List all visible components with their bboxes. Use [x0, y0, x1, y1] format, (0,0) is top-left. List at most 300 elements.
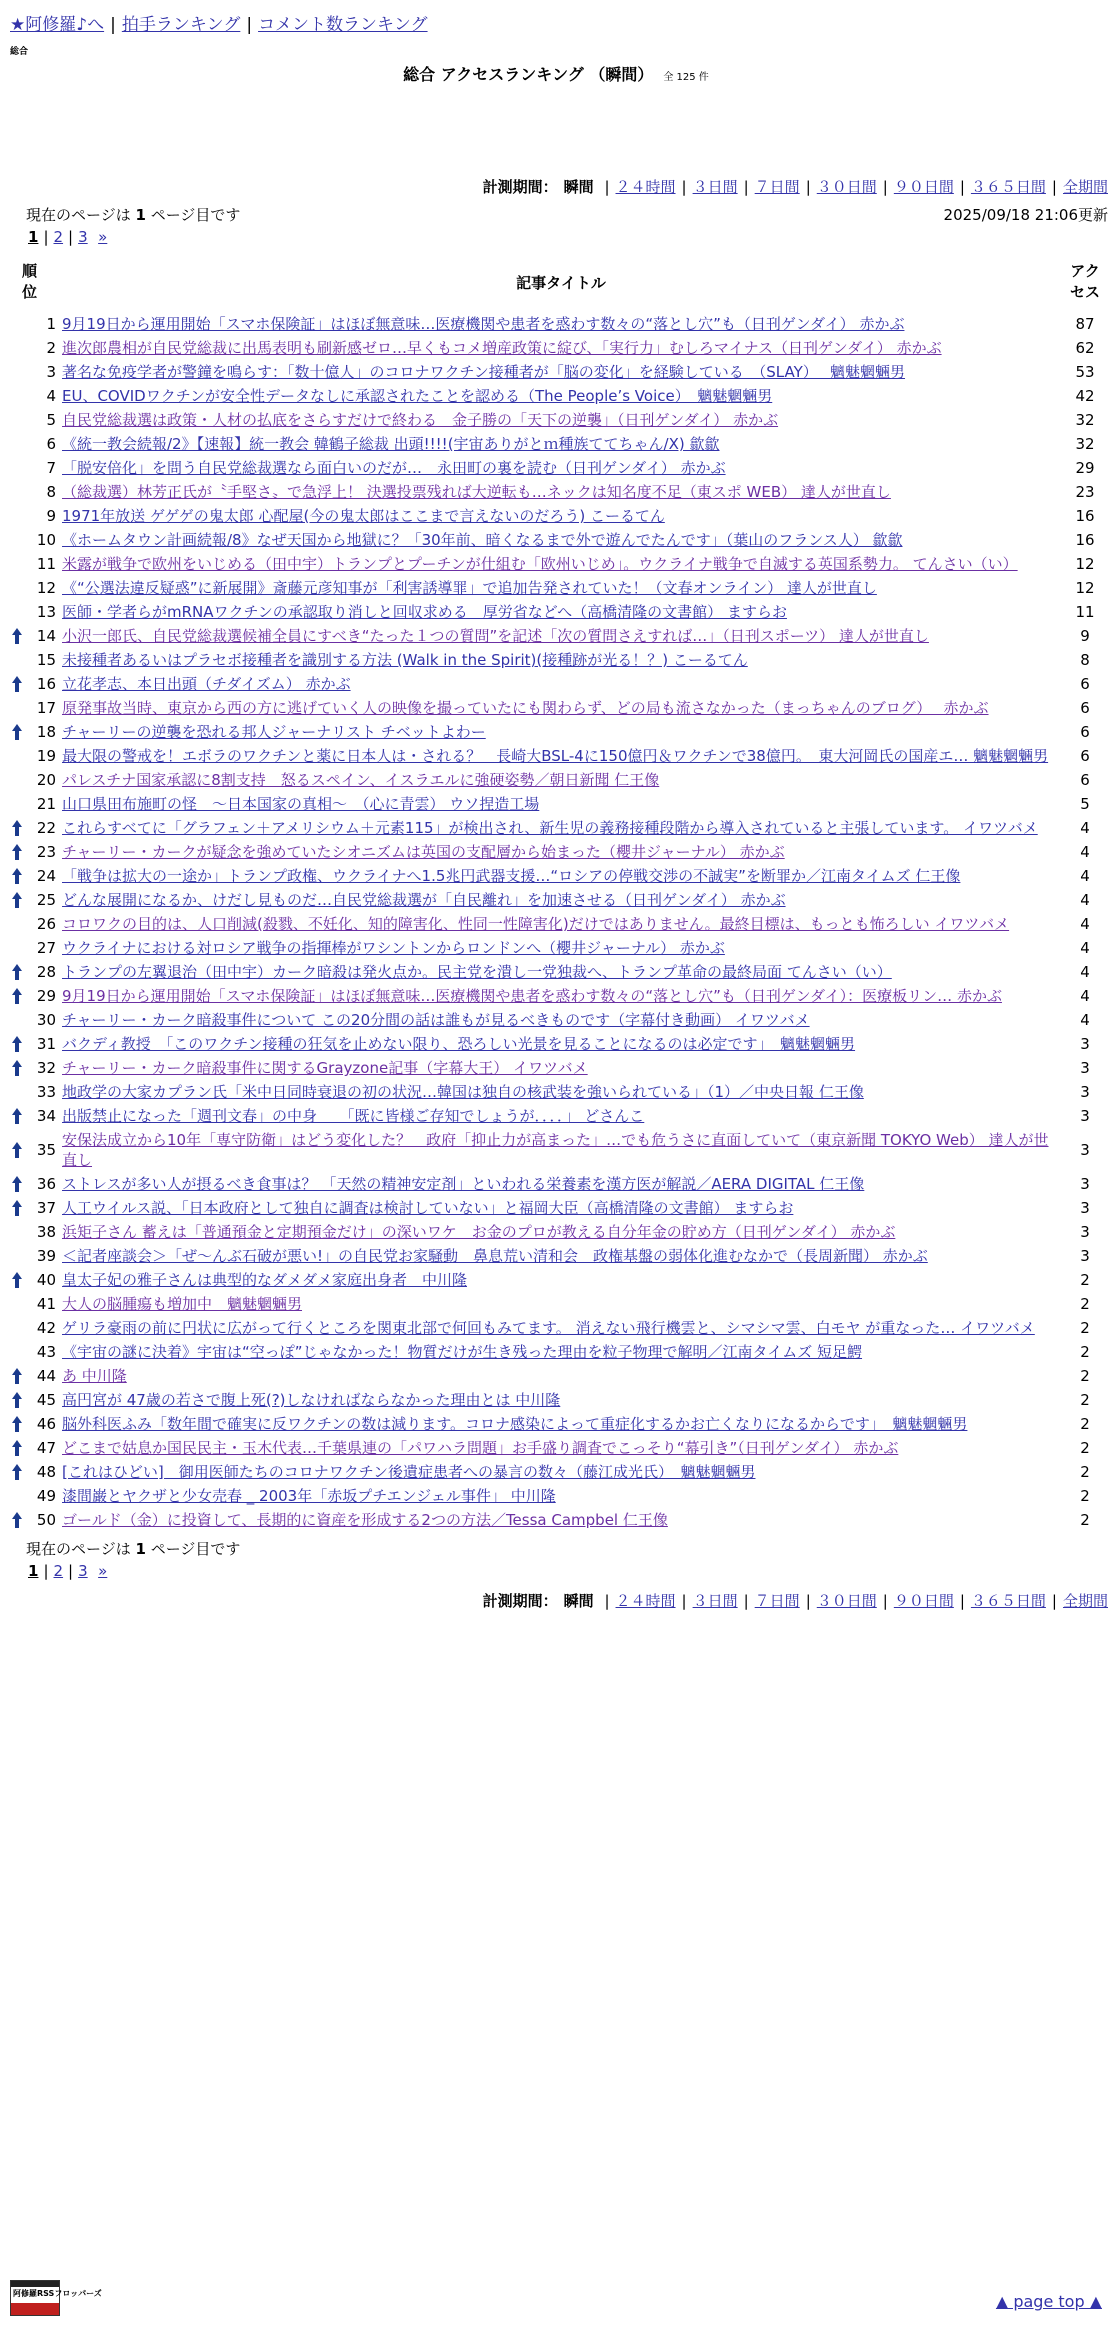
- access-count: 11: [1075, 603, 1095, 621]
- access-count: 87: [1075, 315, 1095, 333]
- rank-cell: [14, 1508, 62, 1532]
- article-title-link[interactable]: 9月19日から運用開始「スマホ保険証」はほぼ無意味…医療機関や患者を惑わす数々の“落とし穴”も（日刊ゲンダイ）：医療板リン… 赤かぶ: [62, 987, 1002, 1005]
- article-title-link[interactable]: ストレスが多い人が摂るべき食事は？ 「天然の精神安定剤」といわれる栄養素を漢方医が解説／AERA DIGITAL 仁王像: [62, 1175, 865, 1193]
- table-row: [14, 504, 1110, 528]
- page-info-top: [26, 204, 240, 225]
- table-row: [14, 816, 1110, 840]
- access-count: 6: [1080, 675, 1090, 693]
- rank-number: 30: [36, 1011, 56, 1029]
- table-row: [14, 1388, 1110, 1412]
- title-cell: [62, 432, 1060, 456]
- access-count: 3: [1080, 1175, 1090, 1193]
- table-row: [14, 792, 1110, 816]
- page-info-suffix: ページ目です: [150, 206, 241, 224]
- pager-page-link[interactable]: 2: [53, 228, 64, 246]
- access-count: 4: [1080, 843, 1090, 861]
- article-title-link[interactable]: EU、COVIDワクチンが安全性データなしに承認されたことを認める（The People’s Voice） 魑魅魍魎男: [62, 387, 773, 405]
- header-rank: [14, 252, 62, 312]
- title-cell: [62, 864, 1060, 888]
- rank-cell: [14, 960, 62, 984]
- rank-number: 25: [36, 891, 56, 909]
- period-option-link[interactable]: ２４時間: [615, 178, 676, 196]
- article-title-link[interactable]: 脳外科医ふみ「数年間で確実に反ワクチンの数は減ります。コロナ感染によって重症化するかお亡くなりになるからです」 魑魅魍魎男: [62, 1415, 968, 1433]
- title-cell: [62, 528, 1060, 552]
- pager-next-link[interactable]: »: [98, 228, 108, 246]
- rank-number: 31: [36, 1035, 56, 1053]
- rank-cell: [14, 912, 62, 936]
- period-separator: |: [1051, 1592, 1057, 1610]
- article-title-link[interactable]: 医師・学者らがmRNAワクチンの承認取り消しと回収求める 厚労省などへ（高橋清隆の文書館） ますらお: [62, 603, 787, 621]
- access-count: 4: [1080, 963, 1090, 981]
- article-title-link[interactable]: 皇太子妃の雅子さんは典型的なダメダメ家庭出身者 中川隆: [62, 1271, 468, 1289]
- period-separator: |: [805, 178, 811, 196]
- table-header-row: [14, 252, 1110, 312]
- rank-cell: [14, 576, 62, 600]
- title-cell: [62, 840, 1060, 864]
- rank-cell: [14, 432, 62, 456]
- table-row: [14, 984, 1110, 1008]
- access-count: 4: [1080, 1011, 1090, 1029]
- table-row: [14, 1104, 1110, 1128]
- pager-separator: |: [68, 1562, 74, 1580]
- rank-up-arrow-icon: [12, 1416, 22, 1432]
- rank-up-arrow-icon: [12, 724, 22, 740]
- rank-number: 28: [36, 963, 56, 981]
- period-option-link[interactable]: ９０日間: [893, 178, 954, 196]
- article-title-link[interactable]: 《ホームタウン計画続報/8》なぜ天国から地獄に？「30年前、暗くなるまで外で遊んでたんです」（葉山のフランス人） 歙歙: [62, 531, 903, 549]
- title-cell: [62, 1220, 1060, 1244]
- page-title-text: 総合 アクセスランキング （瞬間）: [403, 65, 654, 84]
- title-cell: [62, 816, 1060, 840]
- article-title-link[interactable]: チャーリー・カークが疑念を強めていたシオニズムは英国の支配層から始まった（櫻井ジャーナル） 赤かぶ: [62, 843, 785, 861]
- rank-cell: [14, 1196, 62, 1220]
- pager-next-link[interactable]: »: [98, 1562, 108, 1580]
- access-count: 6: [1080, 771, 1090, 789]
- article-title-link[interactable]: 《統一教会続報/2》【速報】統一教会 韓鶴子総裁 出頭!!!!(宇宙ありがとｍ種族ててちゃん/X) 歙歙: [62, 435, 720, 453]
- table-row: [14, 840, 1110, 864]
- site-tag: 総合: [10, 47, 29, 57]
- access-count: 3: [1080, 1059, 1090, 1077]
- rank-number: 41: [36, 1295, 56, 1313]
- rank-number: 32: [36, 1059, 56, 1077]
- rank-cell: [14, 360, 62, 384]
- rank-cell: [14, 1412, 62, 1436]
- access-count: 4: [1080, 819, 1090, 837]
- rank-number: 18: [36, 723, 56, 741]
- article-title-link[interactable]: 1971年放送 ゲゲゲの鬼太郎 心配屋(今の鬼太郎はここまで言えないのだろう) こーるてん: [62, 507, 665, 525]
- rank-cell: [14, 720, 62, 744]
- rank-number: 13: [36, 603, 56, 621]
- period-label: 計測期間：: [482, 178, 558, 196]
- rank-cell: [14, 1460, 62, 1484]
- article-title-link[interactable]: チャーリー・カーク暗殺事件について この20分間の話は誰もが見るべきものです（字幕付き動画） イワツバメ: [62, 1011, 810, 1029]
- table-row: [14, 1508, 1110, 1532]
- title-cell: [62, 312, 1060, 336]
- title-cell: [62, 504, 1060, 528]
- table-row: [14, 1364, 1110, 1388]
- article-title-link[interactable]: 高円宮が 47歳の若さで腹上死(?)しなければならなかった理由とは 中川隆: [62, 1391, 561, 1409]
- period-separator: |: [681, 1592, 687, 1610]
- access-count: 6: [1080, 747, 1090, 765]
- rank-number: 2: [46, 339, 56, 357]
- rank-up-arrow-icon: [12, 820, 22, 836]
- article-title-link[interactable]: パレスチナ国家承認に8割支持 怒るスペイン、イスラエルに強硬姿勢／朝日新聞 仁王像: [62, 771, 660, 789]
- comment-ranking-link[interactable]: コメント数ランキング: [258, 15, 428, 35]
- article-title-link[interactable]: 未接種者あるいはプラセボ接種者を識別する方法 (Walk in the Spirit)(接種跡が光る！？) こーるてん: [62, 651, 748, 669]
- rank-number: 43: [36, 1343, 56, 1361]
- access-count: 2: [1080, 1391, 1090, 1409]
- rank-number: 23: [36, 843, 56, 861]
- rank-cell: [14, 456, 62, 480]
- article-title-link[interactable]: 最大限の警戒を！エボラのワクチンと薬に日本人は・される？ 長崎大BSL-4に150億円＆ワクチンで38億円。 東大河岡氏の国産エ… 魑魅魍魎男: [62, 747, 1049, 765]
- table-row: [14, 1316, 1110, 1340]
- total-count: 全 125 件: [663, 72, 709, 83]
- article-title-link[interactable]: 大人の脳腫瘍も増加中 魑魅魍魎男: [62, 1295, 303, 1313]
- rank-number: 42: [36, 1319, 56, 1337]
- title-cell: [62, 1316, 1060, 1340]
- article-title-link[interactable]: 「戦争は拡大の一途か」トランプ政権、ウクライナへ1.5兆円武器支援…“ロシアの停戦交渉の不誠実”を断罪か／江南タイムズ 仁王像: [62, 867, 961, 885]
- pager-separator: |: [43, 1562, 49, 1580]
- article-title-link[interactable]: ゴールド（金）に投資して、長期的に資産を形成する2つの方法／Tessa Campbel 仁王像: [62, 1511, 668, 1529]
- table-row: [14, 1340, 1110, 1364]
- article-title-link[interactable]: 小沢一郎氏、自民党総裁選候補全員にすべき“たった１つの質問”を記述「次の質問さえすれば…」（日刊スポーツ） 達人が世直し: [62, 627, 929, 645]
- title-cell: [62, 1104, 1060, 1128]
- table-row: [14, 576, 1110, 600]
- ranking-rows: [14, 312, 1110, 1532]
- title-cell: [62, 1484, 1060, 1508]
- title-cell: [62, 1388, 1060, 1412]
- table-row: [14, 1220, 1110, 1244]
- rank-number: 26: [36, 915, 56, 933]
- rank-number: 10: [36, 531, 56, 549]
- pager-top: [28, 228, 107, 246]
- article-title-link[interactable]: 浜矩子さん 蓄えは「普通預金と定期預金だけ」の深いワケ お金のプロが教える自分年金の貯め方（日刊ゲンダイ） 赤かぶ: [62, 1223, 896, 1241]
- table-row: [14, 480, 1110, 504]
- page-title: [0, 62, 1112, 85]
- table-row: [14, 1268, 1110, 1292]
- article-title-link[interactable]: バクディ教授 「このワクチン接種の狂気を止めない限り、恐ろしい光景を見ることになるのは必定です」 魑魅魍魎男: [62, 1035, 856, 1053]
- table-row: [14, 360, 1110, 384]
- rank-up-arrow-icon: [12, 1440, 22, 1456]
- title-cell: [62, 1056, 1060, 1080]
- access-count: 9: [1080, 627, 1090, 645]
- rank-cell: [14, 672, 62, 696]
- article-title-link[interactable]: （総裁選）林芳正氏が〝手堅さ〟で急浮上！ 決選投票残れば大逆転も…ネックは知名度不足（東スポ WEB） 達人が世直し: [62, 483, 891, 501]
- page-info-prefix: 現在のページは: [26, 1540, 131, 1558]
- rank-number: 11: [36, 555, 56, 573]
- article-title-link[interactable]: 《宇宙の謎に決着》宇宙は“空っぽ”じゃなかった！物質だけが生き残った理由を粒子物理で解明／江南タイムズ 短足鰐: [62, 1343, 863, 1361]
- access-count: 32: [1075, 411, 1095, 429]
- article-title-link[interactable]: チャーリーの逆襲を恐れる邦人ジャーナリスト チベットよわー: [62, 723, 486, 741]
- access-count: 2: [1080, 1295, 1090, 1313]
- period-separator: |: [959, 1592, 965, 1610]
- access-count: 2: [1080, 1439, 1090, 1457]
- period-option-link[interactable]: ３６５日間: [970, 178, 1046, 196]
- rank-number: 22: [36, 819, 56, 837]
- period-current: 瞬間: [563, 1592, 594, 1610]
- title-cell: [62, 1436, 1060, 1460]
- article-title-link[interactable]: あ 中川隆: [62, 1367, 127, 1385]
- page-top-link[interactable]: ▲ page top ▲: [995, 2292, 1102, 2311]
- access-count: 3: [1080, 1199, 1090, 1217]
- article-title-link[interactable]: 「脱安倍化」を問う自民党総裁選なら面白いのだが… 永田町の裏を読む（日刊ゲンダイ） 赤かぶ: [62, 459, 726, 477]
- article-title-link[interactable]: 人工ウイルス説、「日本政府として独自に調査は検討していない」と福岡大臣（高橋清隆の文書館） ますらお: [62, 1199, 794, 1217]
- period-selector-bottom: [483, 1590, 1108, 1611]
- period-option-link[interactable]: ３日間: [692, 178, 738, 196]
- rank-number: 19: [36, 747, 56, 765]
- period-option-link[interactable]: ３日間: [692, 1592, 738, 1610]
- access-count: 8: [1080, 651, 1090, 669]
- table-row: [14, 1080, 1110, 1104]
- article-title-link[interactable]: 著名な免疫学者が警鐘を鳴らす：「数十億人」のコロナワクチン接種者が「脳の変化」を経験している （SLAY） 魑魅魍魎男: [62, 363, 906, 381]
- title-cell: [62, 720, 1060, 744]
- title-cell: [62, 336, 1060, 360]
- table-row: [14, 1196, 1110, 1220]
- article-title-link[interactable]: 立花孝志、本日出頭（チダイズム） 赤かぶ: [62, 675, 351, 693]
- access-count: 3: [1080, 1247, 1090, 1265]
- title-cell: [62, 648, 1060, 672]
- rank-number: 12: [36, 579, 56, 597]
- title-cell: [62, 912, 1060, 936]
- article-title-link[interactable]: [これはひどい] 御用医師たちのコロナワクチン後遺症患者への暴言の数々（藤江成光氏） 魑魅魍魎男: [62, 1463, 756, 1481]
- rank-cell: [14, 864, 62, 888]
- article-title-link[interactable]: チャーリー・カーク暗殺事件に関するGrayzone記事（字幕大王） イワツバメ: [62, 1059, 588, 1077]
- rank-number: 16: [36, 675, 56, 693]
- rank-cell: [14, 1268, 62, 1292]
- rank-cell: [14, 1128, 62, 1172]
- article-title-link[interactable]: どこまで姑息か国民民主・玉木代表…千葉県連の「パワハラ問題」お手盛り調査でこっそり“幕引き”（日刊ゲンダイ） 赤かぶ: [62, 1439, 899, 1457]
- table-row: [14, 600, 1110, 624]
- rank-cell: [14, 1436, 62, 1460]
- title-cell: [62, 1364, 1060, 1388]
- period-option-link[interactable]: ３０日間: [816, 178, 877, 196]
- table-row: [14, 1128, 1110, 1172]
- rank-number: 46: [36, 1415, 56, 1433]
- period-option-link[interactable]: ７日間: [754, 178, 800, 196]
- article-title-link[interactable]: 進次郎農相が自民党総裁に出馬表明も刷新感ゼロ…早くもコメ増産政策に綻び、「実行力」むしろマイナス（日刊ゲンダイ） 赤かぶ: [62, 339, 942, 357]
- access-count: 3: [1080, 1223, 1090, 1241]
- rank-up-arrow-icon: [12, 1464, 22, 1480]
- pager-separator: |: [68, 228, 74, 246]
- pager-page-link[interactable]: 2: [53, 1562, 64, 1580]
- table-row: [14, 624, 1110, 648]
- period-separator: |: [743, 1592, 749, 1610]
- article-title-link[interactable]: 出版禁止になった「週刊文春」の中身 「既に皆様ご存知でしょうが．．．．」 どさんこ: [62, 1107, 645, 1125]
- article-title-link[interactable]: 自民党総裁選は政策・人材の払底をさらすだけで終わる 金子勝の「天下の逆襲」（日刊ゲンダイ） 赤かぶ: [62, 411, 779, 429]
- access-count: 12: [1075, 555, 1095, 573]
- rank-number: 14: [36, 627, 56, 645]
- rank-number: 36: [36, 1175, 56, 1193]
- article-title-link[interactable]: 9月19日から運用開始「スマホ保険証」はほぼ無意味…医療機関や患者を惑わす数々の“落とし穴”も（日刊ゲンダイ） 赤かぶ: [62, 315, 905, 333]
- access-count: 62: [1075, 339, 1095, 357]
- rank-number: 35: [36, 1141, 56, 1159]
- rank-number: 7: [46, 459, 56, 477]
- header-access: [1060, 252, 1110, 312]
- title-cell: [62, 1268, 1060, 1292]
- title-cell: [62, 1032, 1060, 1056]
- article-title-link[interactable]: ＜記者座談会＞「ぜ～んぶ石破が悪い!」の自民党お家騒動 鼻息荒い清和会 政権基盤の弱体化進むなかで（長周新聞） 赤かぶ: [62, 1247, 928, 1265]
- rank-up-arrow-icon: [12, 1142, 22, 1158]
- top-navigation: [10, 10, 428, 35]
- pager-separator: |: [43, 228, 49, 246]
- table-row: [14, 888, 1110, 912]
- table-row: [14, 720, 1110, 744]
- title-cell: [62, 408, 1060, 432]
- rank-up-arrow-icon: [12, 844, 22, 860]
- article-title-link[interactable]: 《“公選法違反疑惑”に新展開》斎藤元彦知事が「利害誘導罪」で追加告発されていた！（文春オンライン） 達人が世直し: [62, 579, 877, 597]
- rank-number: 44: [36, 1367, 56, 1385]
- article-title-link[interactable]: 山口県田布施町の怪 ～日本国家の真相～ （心に青雲） ウソ捏造工場: [62, 795, 540, 813]
- rank-cell: [14, 1316, 62, 1340]
- page-info-number: 1: [135, 1540, 146, 1558]
- rank-cell: [14, 1008, 62, 1032]
- title-cell: [62, 456, 1060, 480]
- rank-up-arrow-icon: [12, 1392, 22, 1408]
- rank-number: 1: [46, 315, 56, 333]
- table-row: [14, 1032, 1110, 1056]
- title-cell: [62, 1508, 1060, 1532]
- period-option-link[interactable]: 全期間: [1062, 178, 1108, 196]
- access-count: 16: [1075, 507, 1095, 525]
- rank-cell: [14, 1056, 62, 1080]
- rank-cell: [14, 504, 62, 528]
- article-title-link[interactable]: トランプの左翼退治（田中宇）カーク暗殺は発火点か。民主党を潰し一党独裁へ、トランプ革命の最終局面 てんさい（い）: [62, 963, 892, 981]
- article-title-link[interactable]: ウクライナにおける対ロシア戦争の指揮棒がワシントンからロンドンへ（櫻井ジャーナル） 赤かぶ: [62, 939, 725, 957]
- access-count: 3: [1080, 1141, 1090, 1159]
- rank-number: 21: [36, 795, 56, 813]
- clap-ranking-link[interactable]: 拍手ランキング: [121, 15, 241, 35]
- rank-cell: [14, 1104, 62, 1128]
- rank-up-arrow-icon: [12, 1108, 22, 1124]
- article-title-link[interactable]: どんな展開になるか、けだし見ものだ…自民党総裁選が「自民離れ」を加速させる（日刊ゲンダイ） 赤かぶ: [62, 891, 786, 909]
- rank-cell: [14, 336, 62, 360]
- article-title-link[interactable]: これらすべてに「グラフェン＋アメリシウム＋元素115」が検出され、新生児の義務接種段階から導入されていると主張しています。 イワツバメ: [62, 819, 1038, 837]
- rank-cell: [14, 1032, 62, 1056]
- rank-up-arrow-icon: [12, 868, 22, 884]
- rank-number: 17: [36, 699, 56, 717]
- title-cell: [62, 600, 1060, 624]
- rank-cell: [14, 384, 62, 408]
- title-cell: [62, 480, 1060, 504]
- rank-cell: [14, 600, 62, 624]
- title-cell: [62, 744, 1060, 768]
- title-cell: [62, 1340, 1060, 1364]
- access-count: 2: [1080, 1367, 1090, 1385]
- access-count: 53: [1075, 363, 1095, 381]
- rank-cell: [14, 1388, 62, 1412]
- period-option-link[interactable]: ２４時間: [615, 1592, 676, 1610]
- rank-up-arrow-icon: [12, 628, 22, 644]
- table-row: [14, 384, 1110, 408]
- article-title-link[interactable]: ゲリラ豪雨の前に円状に広がって行くところを関東北部で何回もみてます。 消えない飛行機雲と、シマシマ雲、白モヤ が重なった… イワツバメ: [62, 1319, 1035, 1337]
- period-option-link[interactable]: ７日間: [754, 1592, 800, 1610]
- rank-number: 8: [46, 483, 56, 501]
- access-count: 2: [1080, 1271, 1090, 1289]
- period-option-link[interactable]: ３０日間: [816, 1592, 877, 1610]
- rank-number: 9: [46, 507, 56, 525]
- period-separator: |: [959, 178, 965, 196]
- table-row: [14, 408, 1110, 432]
- title-cell: [62, 888, 1060, 912]
- access-count: 3: [1080, 1107, 1090, 1125]
- article-title-link[interactable]: 安保法成立から10年「専守防衛」はどう変化した？ 政府「抑止力が高まった」…でも危うさに直面していて（東京新聞 TOKYO Web） 達人が世直し: [62, 1131, 1049, 1169]
- rank-number: 20: [36, 771, 56, 789]
- rank-number: 24: [36, 867, 56, 885]
- table-row: [14, 1244, 1110, 1268]
- table-row: [14, 1460, 1110, 1484]
- rank-up-arrow-icon: [12, 1200, 22, 1216]
- article-title-link[interactable]: 地政学の大家カプラン氏「米中日同時衰退の初の状況…韓国は独自の核武装を強いられている」（1）／中央日報 仁王像: [62, 1083, 864, 1101]
- period-selector-top: [483, 176, 1108, 197]
- table-row: [14, 1436, 1110, 1460]
- title-cell: [62, 960, 1060, 984]
- access-count: 32: [1075, 435, 1095, 453]
- rank-number: 47: [36, 1439, 56, 1457]
- title-cell: [62, 360, 1060, 384]
- access-count: 2: [1080, 1511, 1090, 1529]
- page-info-bottom: [26, 1538, 240, 1559]
- rank-up-arrow-icon: [12, 1272, 22, 1288]
- pager-page-link[interactable]: 3: [78, 228, 88, 246]
- article-title-link[interactable]: 漆間巌とヤクザと少女売春 _ 2003年「赤坂プチエンジェル事件」 中川隆: [62, 1487, 556, 1505]
- access-count: 4: [1080, 987, 1090, 1005]
- ranking-table: [14, 252, 1110, 1532]
- title-cell: [62, 1172, 1060, 1196]
- table-row: [14, 456, 1110, 480]
- rank-cell: [14, 528, 62, 552]
- access-count: 6: [1080, 699, 1090, 717]
- rank-number: 39: [36, 1247, 56, 1265]
- access-count: 4: [1080, 939, 1090, 957]
- pager-current-page: 1: [28, 1562, 39, 1580]
- access-count: 29: [1075, 459, 1095, 477]
- rank-cell: [14, 1080, 62, 1104]
- table-row: [14, 1292, 1110, 1316]
- header-access-text: アク セス: [1069, 262, 1100, 301]
- title-cell: [62, 1080, 1060, 1104]
- access-count: 4: [1080, 891, 1090, 909]
- pager-page-link[interactable]: 3: [78, 1562, 88, 1580]
- table-row: [14, 336, 1110, 360]
- rank-cell: [14, 1292, 62, 1316]
- article-title-link[interactable]: 原発事故当時、東京から西の方に逃げていく人の映像を撮っていたにも関わらず、どの局も流さなかった（まっちゃんのブログ） 赤かぶ: [62, 699, 989, 717]
- rss-logo[interactable]: [10, 2280, 102, 2316]
- title-cell: [62, 1412, 1060, 1436]
- title-cell: [62, 1244, 1060, 1268]
- rank-number: 48: [36, 1463, 56, 1481]
- period-option-link[interactable]: ９０日間: [893, 1592, 954, 1610]
- table-row: [14, 312, 1110, 336]
- home-link[interactable]: ★阿修羅♪へ: [10, 15, 105, 35]
- period-option-link[interactable]: 全期間: [1062, 1592, 1108, 1610]
- rank-cell: [14, 888, 62, 912]
- title-cell: [62, 576, 1060, 600]
- access-count: 12: [1075, 579, 1095, 597]
- rank-cell: [14, 696, 62, 720]
- rank-cell: [14, 1244, 62, 1268]
- rank-number: 33: [36, 1083, 56, 1101]
- rank-cell: [14, 552, 62, 576]
- rank-number: 15: [36, 651, 56, 669]
- article-title-link[interactable]: 米露が戦争で欧州をいじめる（田中宇）トランプとプーチンが仕組む「欧州いじめ」。ウクライナ戦争で自滅する英国系勢力。 てんさい（い）: [62, 555, 1018, 573]
- rank-number: 50: [36, 1511, 56, 1529]
- rank-number: 38: [36, 1223, 56, 1241]
- updated-timestamp: 2025/09/18 21:06更新: [943, 206, 1108, 224]
- period-option-link[interactable]: ３６５日間: [970, 1592, 1046, 1610]
- article-title-link[interactable]: コロワクの目的は、人口削減(殺戮、不妊化、知的障害化、性同一性障害化)だけではありません。最終目標は、もっとも怖ろしい イワツバメ: [62, 915, 1010, 933]
- rank-number: 40: [36, 1271, 56, 1289]
- rank-cell: [14, 792, 62, 816]
